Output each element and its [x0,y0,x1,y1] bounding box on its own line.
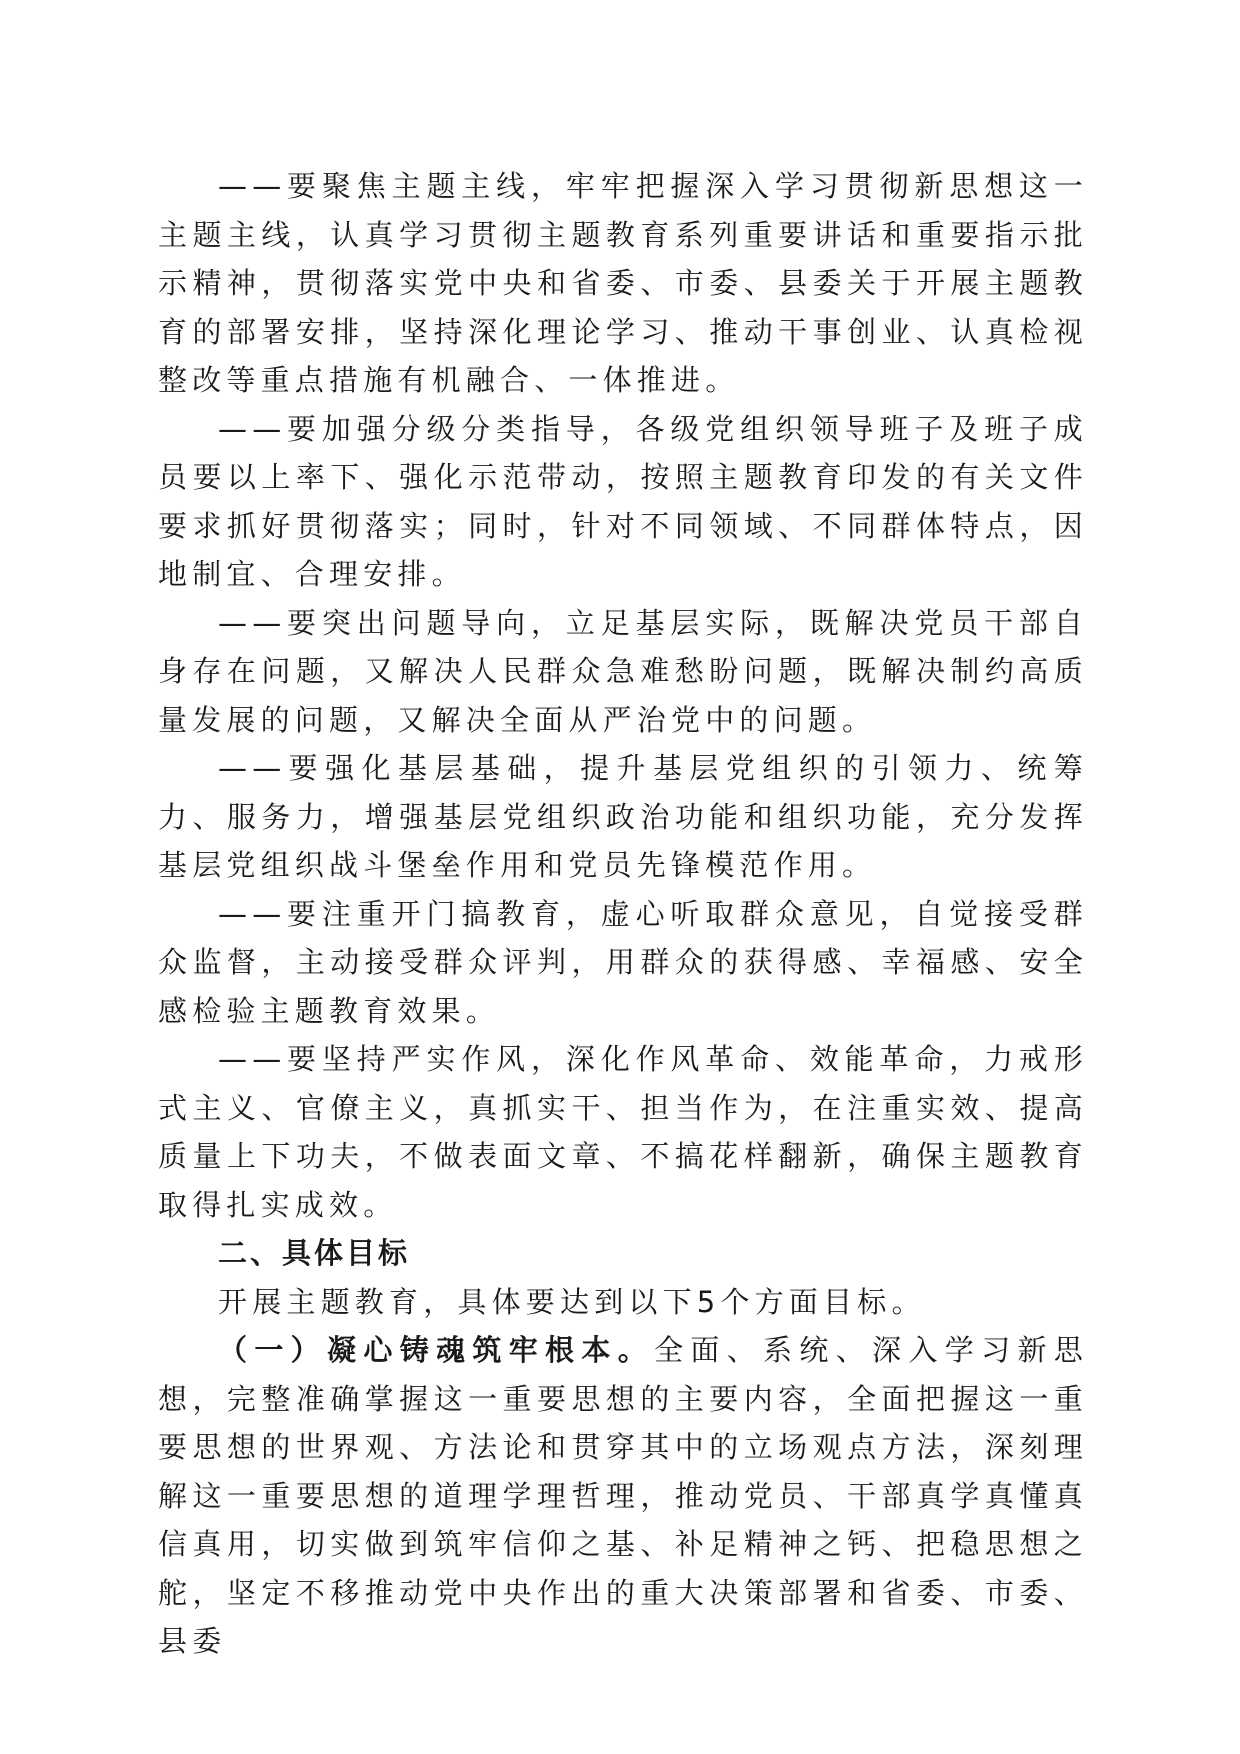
section-intro: 开展主题教育，具体要达到以下5个方面目标。 [218,1284,926,1319]
section-heading: 二、具体目标 [218,1236,411,1270]
paragraph-problem-oriented: ——要突出问题导向，立足基层实际，既解决党员干部自身存在问题，又解决人民群众急难愁盼问题，既解决制约高质量发展的问题，又解决全面从严治党中的问题。 [158,605,1088,737]
paragraph-strict-style: ——要坚持严实作风，深化作风革命、效能革命，力戒形式主义、官僚主义，真抓实干、担当作为，在注重实效、提高质量上下功夫，不做表面文章、不搞花样翻新，确保主题教育取得扎实成效。 [158,1042,1088,1222]
item-one-lead: （一）凝心铸魂筑牢根本。 [218,1333,655,1367]
item-one-body: 全面、系统、深入学习新思想，完整准确掌握这一重要思想的主要内容，全面把握这一重要思想的世界观、方法论和贯穿其中的立场观点方法，深刻理解这一重要思想的道理学理哲理，推动党员、干部真学真懂真信真用，切实做到筑牢信仰之基、补足精神之钙、把稳思想之舵，坚定不移推动党中央作出的重大决策部署和省委、市委、县委 [158,1333,1089,1658]
paragraph-item-one [158,1326,1088,1666]
paragraph-open-door-education: ——要注重开门搞教育，虚心听取群众意见，自觉接受群众监督，主动接受群众评判，用群众的获得感、幸福感、安全感检验主题教育效果。 [158,896,1088,1028]
document-body [158,162,1088,1666]
paragraph-grassroots-foundation: ——要强化基层基础，提升基层党组织的引领力、统筹力、服务力，增强基层党组织政治功能和组织功能，充分发挥基层党组织战斗堡垒作用和党员先锋模范作用。 [158,751,1088,882]
paragraph-graded-guidance: ——要加强分级分类指导，各级党组织领导班子及班子成员要以上率下、强化示范带动，按照主题教育印发的有关文件要求抓好贯彻落实；同时，针对不同领域、不同群体特点，因地制宜、合理安排。 [158,411,1088,591]
paragraph-focus-theme: ——要聚焦主题主线，牢牢把握深入学习贯彻新思想这一主题主线，认真学习贯彻主题教育系列重要讲话和重要指示批示精神，贯彻落实党中央和省委、市委、县委关于开展主题教育的部署安排，坚持深化理论学习、推动干事创业、认真检视整改等重点措施有机融合、一体推进。 [158,169,1088,397]
